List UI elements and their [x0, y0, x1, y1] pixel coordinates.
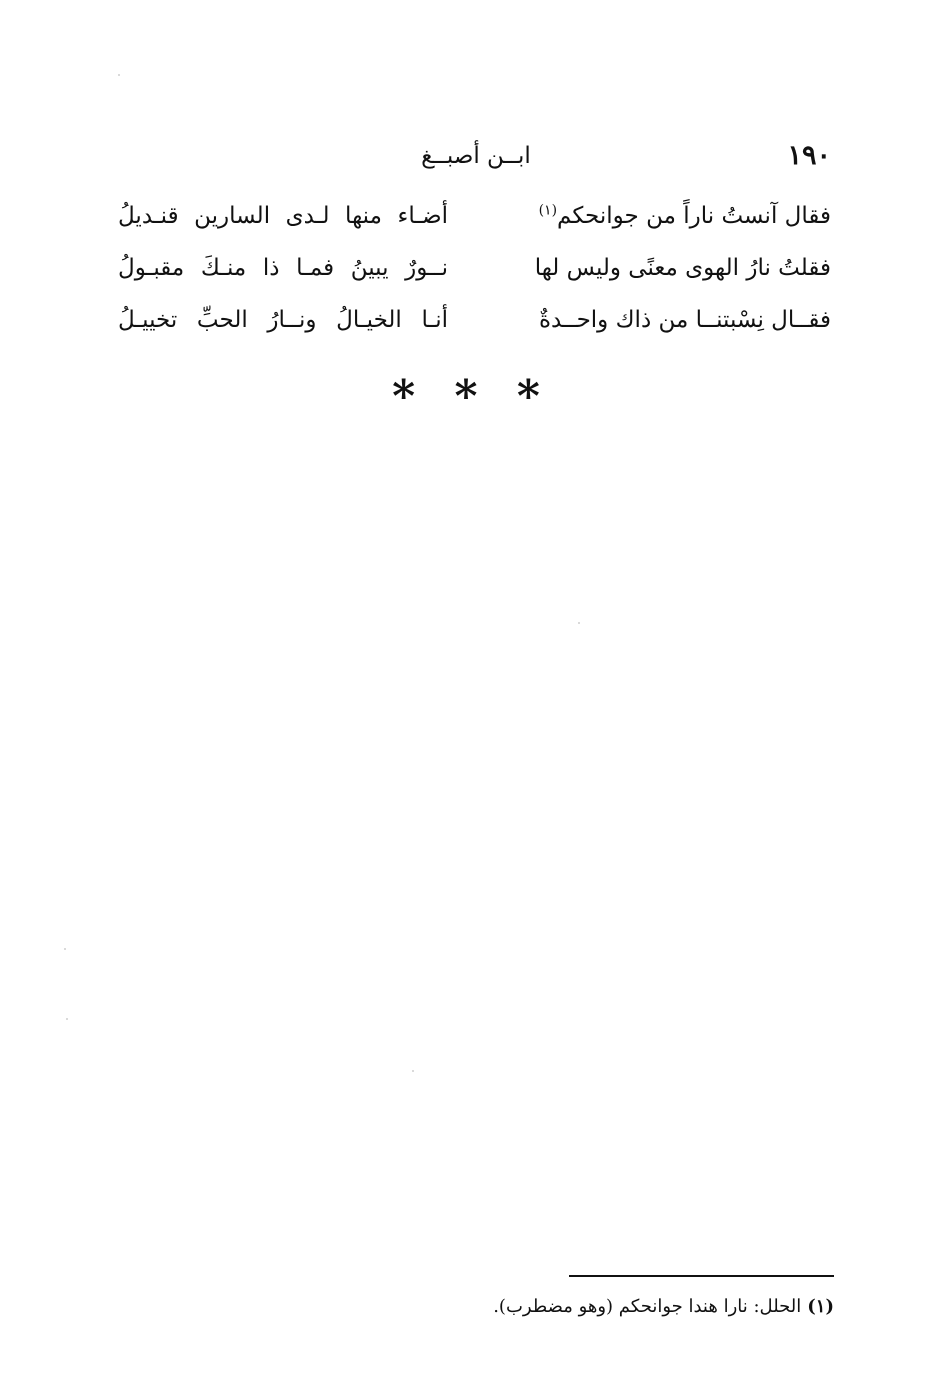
footnote-separator — [569, 1275, 834, 1277]
footnote-number: (١) — [807, 1296, 834, 1317]
scan-speck — [66, 1018, 68, 1020]
verse-3-second-hemistich: أنـا الخيـالُ ونــارُ الحبِّ تخييـلُ — [118, 307, 448, 333]
footnote-reference: (١) — [538, 202, 558, 219]
verse-3-first-hemistich: فقــال نِسْبتنــا من ذاك واحــدةٌ — [538, 307, 831, 333]
verse-2-second-hemistich: نــورٌ يبينُ فمـا ذا منـكَ مقبـولُ — [118, 255, 448, 281]
verse-2-first-hemistich: فقلتُ نارُ الهوى معنًى وليس لها — [534, 255, 831, 281]
verse-2 — [0, 248, 944, 300]
footnote-text: الحلل: نارا هندا جوانحكم (وهو مضطرب). — [493, 1296, 802, 1317]
section-ornament: * * * — [392, 371, 552, 422]
verse-3 — [0, 300, 944, 352]
scan-speck — [64, 948, 66, 950]
scan-speck — [118, 74, 120, 76]
poem — [0, 196, 944, 352]
scan-speck — [578, 622, 580, 624]
page-header — [0, 136, 944, 176]
verse-1-first-text: فقال آنستُ ناراً من جوانحكم — [557, 203, 831, 229]
verse-1 — [0, 196, 944, 248]
footnote — [134, 1292, 834, 1322]
running-title: ابــن أصبــغ — [421, 143, 531, 169]
scan-speck — [412, 1070, 414, 1072]
verse-1-second-hemistich: أضـاء منها لـدى السارين قنـديلُ — [118, 203, 448, 229]
verse-1-first-hemistich — [501, 196, 831, 236]
page-number: ١٩٠ — [787, 140, 831, 171]
